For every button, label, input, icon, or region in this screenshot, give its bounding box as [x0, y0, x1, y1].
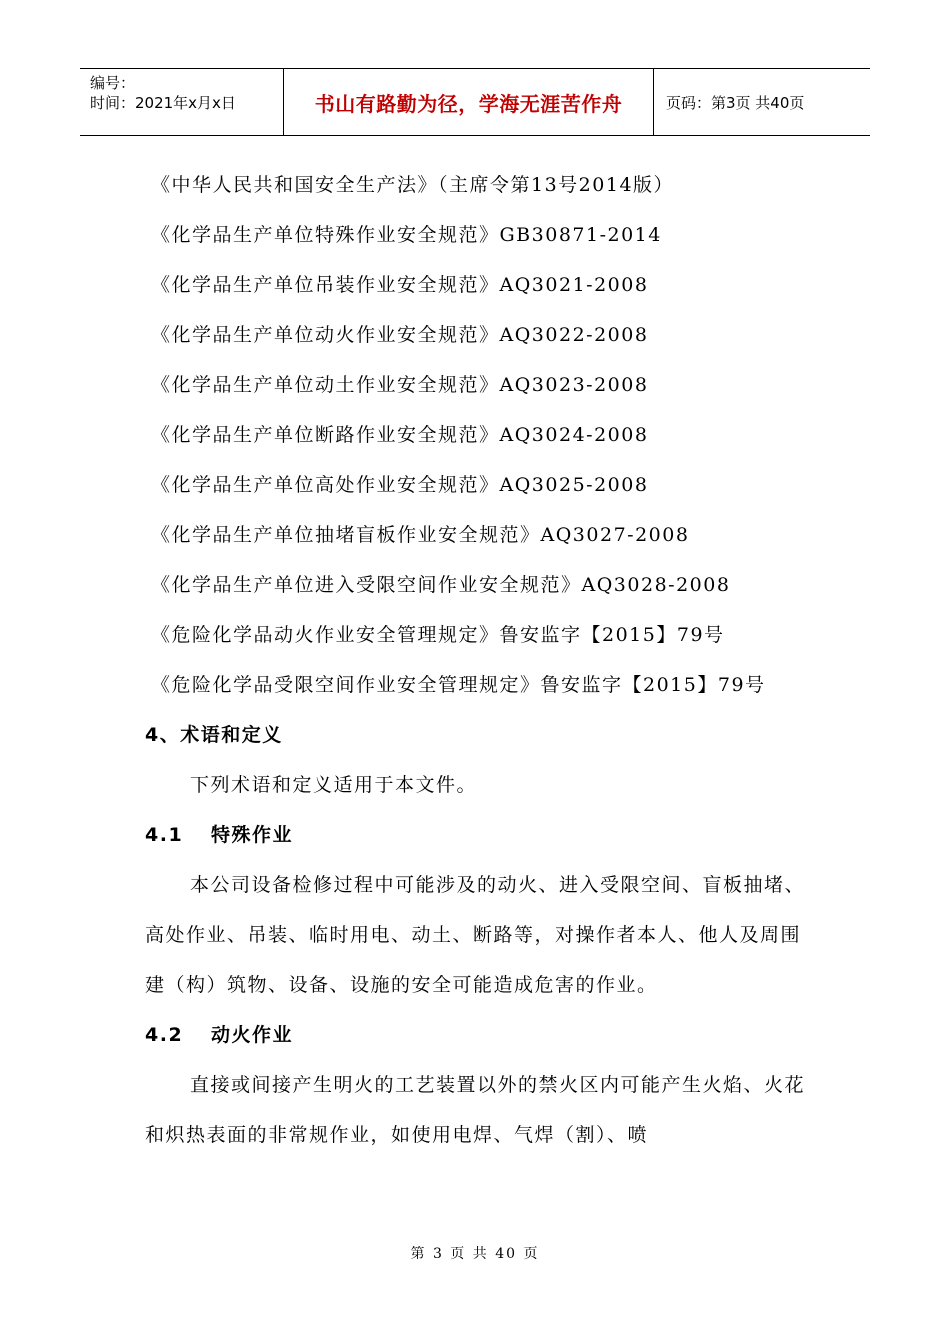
document-date: 时间：2021年x月x日 [90, 94, 236, 112]
reference-list [145, 160, 805, 710]
document-body [145, 160, 805, 1160]
subsection-number: 4.2 [145, 1024, 184, 1046]
reference-item: 《化学品生产单位动土作业安全规范》AQ3023-2008 [151, 374, 649, 396]
subsection-text-4-2: 直接或间接产生明火的工艺装置以外的禁火区内可能产生火焰、火花和炽热表面的非常规作业，如使用电焊、气焊（割）、喷 [145, 1074, 806, 1146]
subsection-title: 动火作业 [211, 1024, 294, 1046]
reference-item: 《危险化学品受限空间作业安全管理规定》鲁安监字【2015】79号 [151, 674, 766, 696]
header-meta [80, 69, 283, 135]
reference-item: 《化学品生产单位进入受限空间作业安全规范》AQ3028-2008 [151, 574, 731, 596]
subsection-number: 4.1 [145, 824, 184, 846]
reference-item: 《化学品生产单位特殊作业安全规范》GB30871-2014 [151, 224, 662, 246]
section-intro: 下列术语和定义适用于本文件。 [190, 774, 478, 796]
document-number-label: 编号： [90, 74, 136, 92]
page-footer: 第 3 页 共 40 页 [410, 1246, 540, 1262]
reference-item: 《危险化学品动火作业安全管理规定》鲁安监字【2015】79号 [151, 624, 725, 646]
subsection-title: 特殊作业 [211, 824, 294, 846]
subsection-heading-4-2 [145, 1010, 805, 1060]
header-page-info: 页码：第3页 共40页 [666, 93, 805, 112]
reference-item: 《化学品生产单位抽堵盲板作业安全规范》AQ3027-2008 [151, 524, 690, 546]
reference-item: 《化学品生产单位动火作业安全规范》AQ3022-2008 [151, 324, 649, 346]
reference-item: 《化学品生产单位断路作业安全规范》AQ3024-2008 [151, 424, 649, 446]
subsection-heading-4-1 [145, 810, 805, 860]
header-motto: 书山有路勤为径，学海无涯苦作舟 [283, 69, 654, 135]
subsection-text-4-1: 本公司设备检修过程中可能涉及的动火、进入受限空间、盲板抽堵、高处作业、吊装、临时用电、动土、断路等，对操作者本人、他人及周围建（构）筑物、设备、设施的安全可能造成危害的作业。 [145, 874, 806, 996]
reference-item: 《化学品生产单位高处作业安全规范》AQ3025-2008 [151, 474, 649, 496]
reference-item: 《中华人民共和国安全生产法》（主席令第13号2014版） [151, 174, 675, 196]
reference-item: 《化学品生产单位吊装作业安全规范》AQ3021-2008 [151, 274, 649, 296]
section-heading-terms: 4、术语和定义 [145, 724, 283, 746]
page-header [80, 68, 870, 136]
